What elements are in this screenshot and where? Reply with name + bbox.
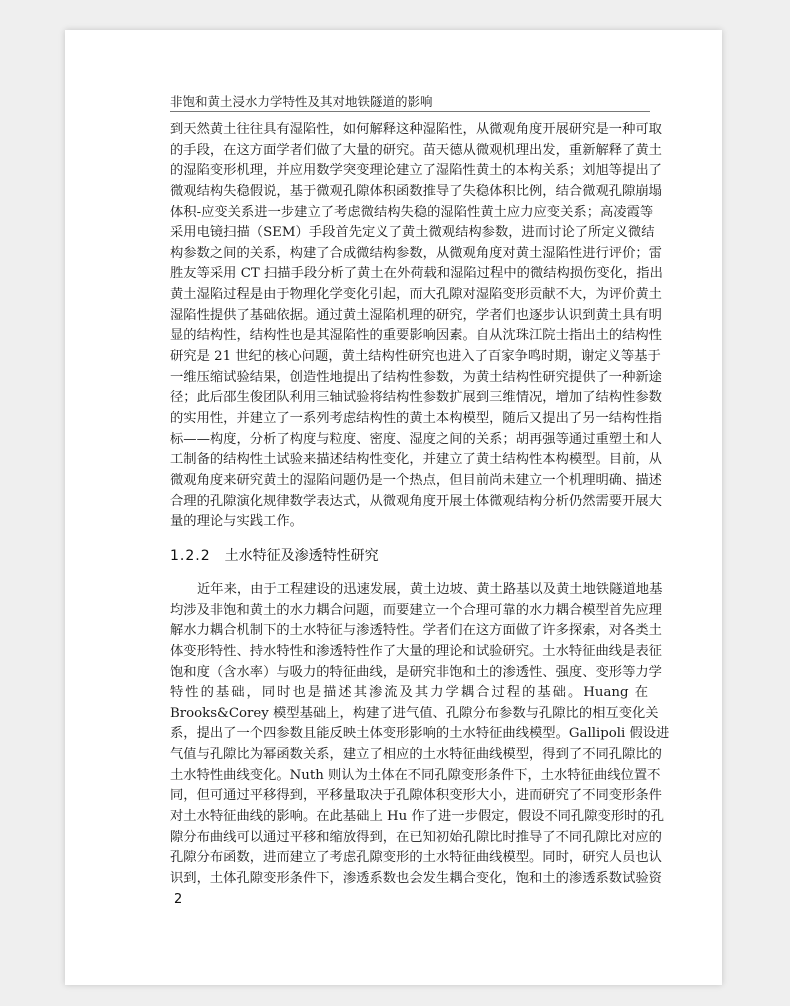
text-line: 近年来，由于工程建设的迅速发展，黄土边坡、黄土路基以及黄土地铁隧道地基 — [197, 582, 663, 597]
text-line: 显的结构性，结构性也是其湿陷性的重要影响因素。自从沈珠江院士指出土的结构性 — [170, 328, 662, 344]
text-line: 到天然黄土往往具有湿陷性，如何解释这种湿陷性，从微观角度开展研究是一种可取 — [170, 122, 662, 137]
text-line: 研究是 21 世纪的核心问题，黄土结构性研究也进入了百家争鸣时期，谢定义等基于 — [170, 349, 661, 365]
paragraph-microstructure — [170, 120, 663, 533]
text-line: 采用电镜扫描（SEM）手段首先定义了黄土微观结构参数，进而讨论了所定义微结 — [170, 225, 655, 241]
text-line: 系，提出了一个四参数且能反映土体变形影响的土水特征曲线模型。Gallipoli 假设进 — [170, 726, 670, 742]
text-line: 构参数之间的关系，构建了合成微结构参数，从微观角度对黄土湿陷性进行评价；雷 — [170, 245, 662, 261]
text-line: 微观角度来研究黄土的湿陷问题仍是一个热点，但目前尚未建立一个机理明确、描述 — [170, 472, 662, 488]
text-line: 识到，土体孔隙变形条件下，渗透系数也会发生耦合变化，饱和土的渗透系数试验资 — [170, 870, 662, 886]
text-line: 的湿陷变形机理，并应用数学突变理论建立了湿陷性黄土的本构关系；刘旭等提出了 — [170, 163, 662, 179]
text-line: 隙分布曲线可以通过平移和缩放得到，在已知初始孔隙比时推导了不同孔隙比对应的 — [170, 829, 662, 845]
text-line: 均涉及非饱和黄土的水力耦合问题，而要建立一个合理可靠的水力耦合模型首先应理 — [170, 602, 662, 618]
document-page — [65, 30, 722, 985]
running-head: 非饱和黄土浸水力学特性及其对地铁隧道的影响 — [170, 94, 433, 109]
section-heading — [170, 545, 379, 565]
text-line: 微观结构失稳假说，基于微观孔隙体积函数推导了失稳体积比例，结合微观孔隙崩塌 — [170, 183, 662, 199]
text-line: 标——构度，分析了构度与粒度、密度、湿度之间的关系；胡再强等通过重塑土和人 — [170, 431, 662, 447]
header-rule — [170, 111, 650, 112]
text-line: 的实用性，并建立了一系列考虑结构性的黄土本构模型，随后又提出了另一结构性指 — [170, 410, 662, 426]
text-line: 一维压缩试验结果，创造性地提出了结构性参数，为黄土结构性研究提供了一种新途 — [170, 369, 662, 385]
page-number: 2 — [174, 892, 183, 907]
text-line: 合理的孔隙演化规律数学表达式，从微观角度开展土体微观结构分析仍然需要开展大 — [170, 493, 662, 509]
text-line: 体变形特性、持水特性和渗透特性作了大量的理论和试验研究。土水特征曲线是表征 — [170, 643, 662, 659]
text-line: 饱和度（含水率）与吸力的特征曲线，是研究非饱和土的渗透性、强度、变形等力学 — [170, 664, 662, 680]
text-line: 解水力耦合机制下的土水特征与渗透特性。学者们在这方面做了许多探索，对各类土 — [170, 623, 662, 639]
text-line: 工制备的结构性土试验来描述结构性变化，并建立了黄土结构性本构模型。目前，从 — [170, 452, 662, 468]
text-line: 体积-应变关系进一步建立了考虑微结构失稳的湿陷性黄土应力应变关系；高凌霞等 — [170, 204, 654, 220]
text-line: 胜友等采用 CT 扫描手段分析了黄土在外荷载和湿陷过程中的微结构损伤变化，指出 — [170, 266, 663, 282]
text-line: 的手段，在这方面学者们做了大量的研究。苗天德从微观机理出发，重新解释了黄土 — [170, 142, 662, 158]
paragraph-soil-water — [170, 580, 670, 890]
text-line: 黄土湿陷过程是由于物理化学变化引起，而大孔隙对湿陷变形贡献不大，为评价黄土 — [170, 287, 662, 303]
section-number: 1.2.2 — [170, 548, 211, 564]
text-line: 孔隙分布函数，进而建立了考虑孔隙变形的土水特征曲线模型。同时，研究人员也认 — [170, 850, 662, 866]
text-line: 量的理论与实践工作。 — [170, 514, 303, 530]
text-line: 湿陷性提供了基础依据。通过黄土湿陷机理的研究，学者们也逐步认识到黄土具有明 — [170, 307, 662, 323]
text-line: 气值与孔隙比为幂函数关系，建立了相应的土水特征曲线模型，得到了不同孔隙比的 — [170, 747, 662, 763]
text-line: Brooks&Corey 模型基础上，构建了进气值、孔隙分布参数与孔隙比的相互变化关 — [170, 705, 659, 721]
text-line: 对土水特征曲线的影响。在此基础上 Hu 作了进一步假定，假设不同孔隙变形时的孔 — [170, 809, 665, 825]
text-line: 同，但可通过平移得到，平移量取决于孔隙体积变形大小，进而研究了不同变形条件 — [170, 788, 662, 804]
text-line: 土水特性曲线变化。Nuth 则认为土体在不同孔隙变形条件下，土水特征曲线位置不 — [170, 767, 661, 783]
text-line: 径；此后邵生俊团队利用三轴试验将结构性参数扩展到三维情况，增加了结构性参数 — [170, 390, 662, 406]
text-line: 特性的基础，同时也是描述其渗流及其力学耦合过程的基础。Huang 在 — [170, 685, 648, 701]
section-title: 土水特征及渗透特性研究 — [224, 548, 379, 564]
